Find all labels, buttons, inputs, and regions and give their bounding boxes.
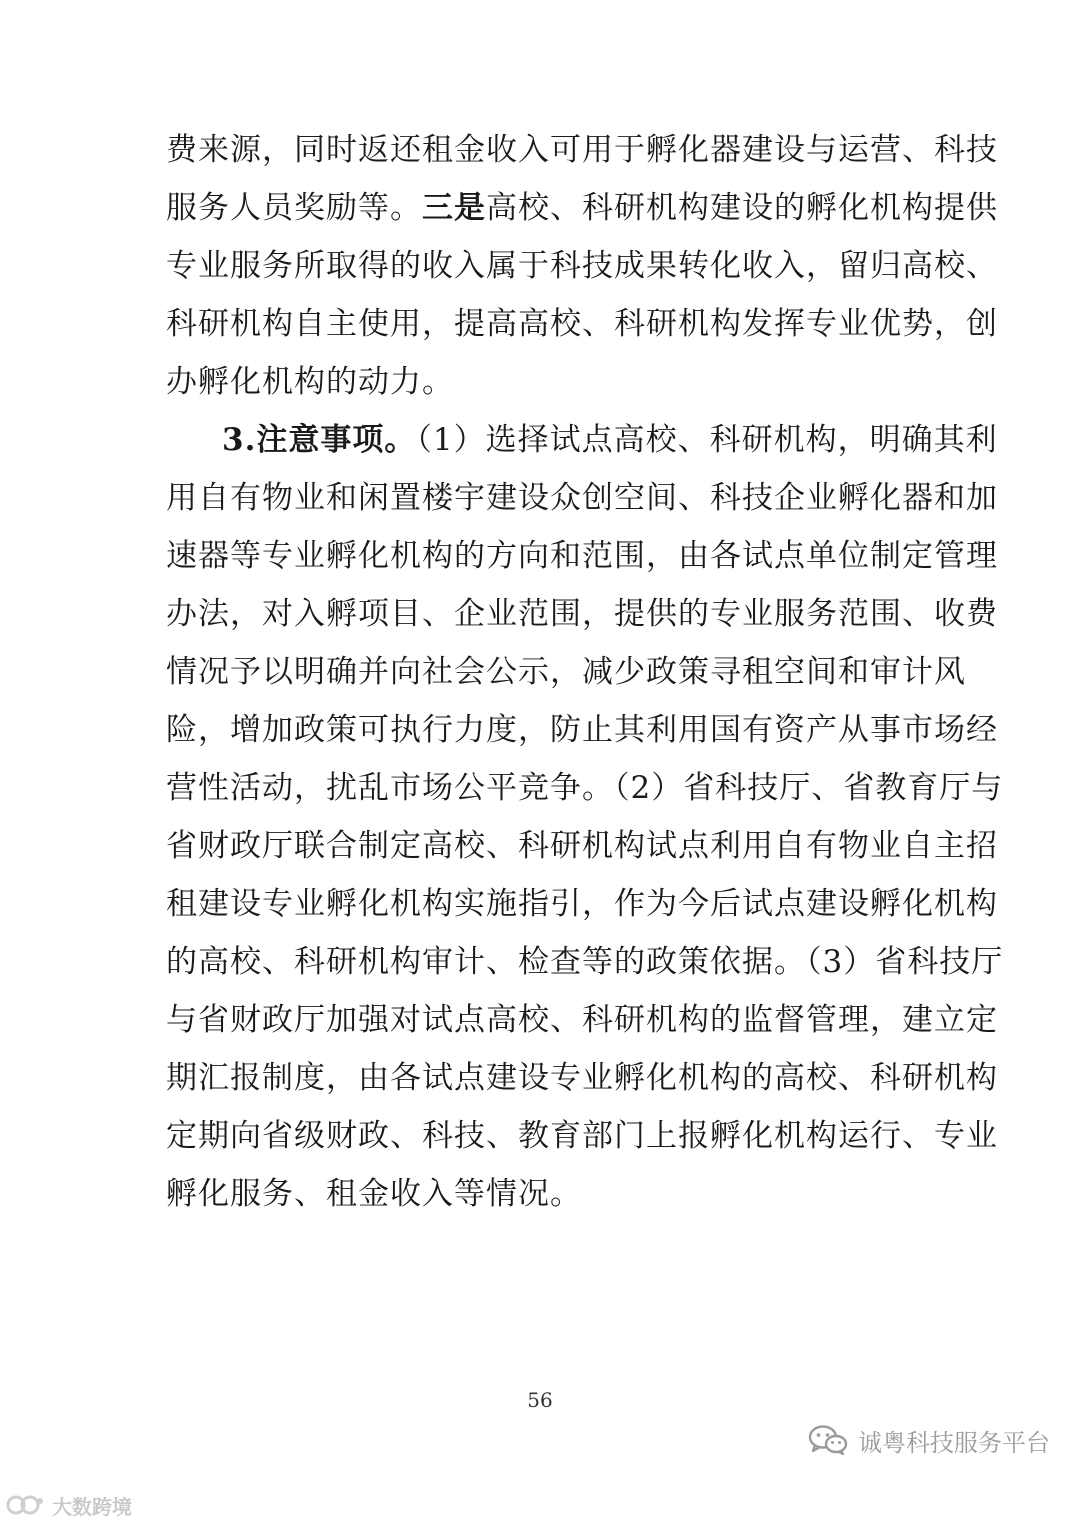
platform-watermark bbox=[6, 1490, 132, 1520]
platform-logo-icon bbox=[6, 1492, 46, 1518]
text-line: 的高校、科研机构审计、检查等的政策依据。（3）省科技厅 bbox=[166, 944, 1004, 980]
text-line: 服务人员奖励等。三是高校、科研机构建设的孵化机构提供 bbox=[166, 190, 998, 226]
text-line: 省财政厅联合制定高校、科研机构试点利用自有物业自主招 bbox=[166, 828, 998, 864]
text-line: 科研机构自主使用，提高高校、科研机构发挥专业优势，创 bbox=[166, 306, 998, 342]
wechat-icon bbox=[808, 1424, 848, 1456]
page-number: 56 bbox=[527, 1388, 553, 1412]
text-line: 费来源，同时返还租金收入可用于孵化器建设与运营、科技 bbox=[166, 132, 998, 168]
platform-name: 大数跨境 bbox=[52, 1494, 132, 1519]
text-line: 3.注意事项。（1）选择试点高校、科研机构，明确其利 bbox=[222, 422, 998, 458]
text-line: 办法，对入孵项目、企业范围，提供的专业服务范围、收费 bbox=[166, 596, 998, 632]
text-line: 营性活动，扰乱市场公平竞争。（2）省科技厅、省教育厅与 bbox=[166, 770, 1004, 806]
text-line: 用自有物业和闲置楼宇建设众创空间、科技企业孵化器和加 bbox=[166, 480, 998, 516]
wechat-account-name: 诚粤科技服务平台 bbox=[858, 1428, 1050, 1457]
text-line: 速器等专业孵化机构的方向和范围，由各试点单位制定管理 bbox=[166, 538, 998, 574]
text-line: 孵化服务、租金收入等情况。 bbox=[166, 1176, 582, 1212]
text-line: 情况予以明确并向社会公示，减少政策寻租空间和审计风 bbox=[166, 654, 966, 690]
bold-phrase: 三是 bbox=[422, 190, 486, 226]
wechat-watermark bbox=[808, 1423, 1050, 1457]
text-line: 期汇报制度，由各试点建设专业孵化机构的高校、科研机构 bbox=[166, 1060, 998, 1096]
text-line: 定期向省级财政、科技、教育部门上报孵化机构运行、专业 bbox=[166, 1118, 998, 1154]
text-line: 与省财政厅加强对试点高校、科研机构的监督管理，建立定 bbox=[166, 1002, 998, 1038]
text-line: 租建设专业孵化机构实施指引，作为今后试点建设孵化机构 bbox=[166, 886, 998, 922]
text-line: 专业服务所取得的收入属于科技成果转化收入，留归高校、 bbox=[166, 248, 998, 284]
section-heading: 3.注意事项。 bbox=[222, 422, 417, 458]
text-line: 办孵化机构的动力。 bbox=[166, 364, 454, 400]
text-line: 险，增加政策可执行力度，防止其利用国有资产从事市场经 bbox=[166, 712, 998, 748]
